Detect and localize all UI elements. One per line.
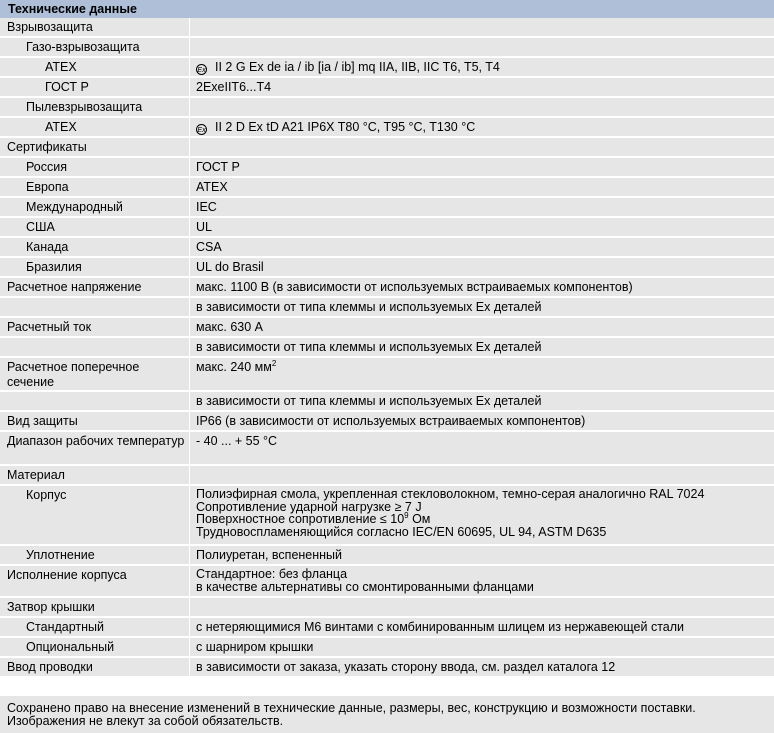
column-divider bbox=[189, 18, 190, 677]
disclaimer-line: Изображения не влекут за собой обязательств. bbox=[7, 714, 284, 728]
table-row bbox=[0, 358, 774, 392]
ex-mark-icon: Ex bbox=[196, 64, 207, 75]
disclaimer-line: Сохранено право на внесение изменений в технические данные, размеры, вес, конструкцию и возможности поставки. bbox=[7, 701, 696, 715]
row-value: ATEX bbox=[196, 180, 228, 194]
row-label: ATEX bbox=[45, 120, 77, 134]
table-row bbox=[0, 178, 774, 198]
table-row bbox=[0, 18, 774, 38]
table-row bbox=[0, 338, 774, 358]
housing-alternative-line: в качестве альтернативы со смонтированными фланцами bbox=[196, 579, 534, 594]
row-label: Затвор крышки bbox=[7, 600, 95, 614]
section-title: Технические данные bbox=[0, 0, 774, 18]
row-value bbox=[196, 360, 770, 375]
housing-standard-line: Стандартное: без фланца bbox=[196, 567, 348, 581]
table-row bbox=[0, 412, 774, 432]
row-value: CSA bbox=[196, 240, 222, 254]
table-row bbox=[0, 138, 774, 158]
row-value bbox=[196, 488, 770, 538]
unit-superscript: 2 bbox=[271, 358, 277, 368]
row-label: Стандартный bbox=[26, 620, 104, 634]
row-label: Бразилия bbox=[26, 260, 82, 274]
row-value: IEC bbox=[196, 200, 217, 214]
row-value: макс. 630 А bbox=[196, 320, 264, 334]
row-label: Европа bbox=[26, 180, 69, 194]
table-row bbox=[0, 432, 774, 466]
row-label: Исполнение корпуса bbox=[7, 568, 127, 582]
material-line: Полиэфирная смола, укрепленная стекловолокном, темно-серая аналогично RAL 7024 bbox=[196, 487, 705, 501]
row-label: Уплотнение bbox=[26, 548, 95, 562]
table-row bbox=[0, 278, 774, 298]
table-row bbox=[0, 392, 774, 412]
table-row bbox=[0, 58, 774, 78]
row-value bbox=[196, 60, 770, 75]
table-row bbox=[0, 218, 774, 238]
row-value: в зависимости от типа клеммы и используемых Ex деталей bbox=[196, 300, 542, 314]
row-value: в зависимости от типа клеммы и используемых Ex деталей bbox=[196, 340, 542, 354]
table-row bbox=[0, 158, 774, 178]
row-label: Диапазон рабочих температур bbox=[7, 434, 185, 448]
surface-resistance-line bbox=[196, 510, 770, 526]
table-row bbox=[0, 486, 774, 546]
exponent-superscript: 9 bbox=[404, 510, 409, 520]
row-label: ГОСТ Р bbox=[45, 80, 89, 94]
row-value: с нетеряющимися М6 винтами с комбинированным шлицем из нержавеющей стали bbox=[196, 620, 685, 634]
row-value: Полиуретан, вспененный bbox=[196, 548, 343, 562]
row-label: Газо-взрывозащита bbox=[26, 40, 140, 54]
row-label: Опциональный bbox=[26, 640, 115, 654]
table-row bbox=[0, 318, 774, 338]
row-label: Расчетное поперечное сечение bbox=[7, 360, 140, 389]
row-label: Корпус bbox=[26, 488, 67, 502]
atex-gas-marking: II 2 G Ex de ia / ib [ia / ib] mq IIA, IIB, IIC T6, T5, T4 bbox=[215, 60, 500, 74]
disclaimer-footer bbox=[0, 696, 774, 733]
table-row bbox=[0, 298, 774, 318]
surface-resistance-text: Поверхностное сопротивление ≤ 10 bbox=[196, 512, 405, 526]
row-value: с шарниром крышки bbox=[196, 640, 314, 654]
table-row bbox=[0, 78, 774, 98]
row-label: США bbox=[26, 220, 55, 234]
table-row bbox=[0, 466, 774, 486]
row-value: макс. 1100 В (в зависимости от используемых встраиваемых компонентов) bbox=[196, 280, 633, 294]
table-row bbox=[0, 258, 774, 278]
row-value: - 40 ... + 55 °C bbox=[196, 434, 278, 448]
table-row bbox=[0, 118, 774, 138]
row-label: ATEX bbox=[45, 60, 77, 74]
table-row bbox=[0, 38, 774, 58]
ex-mark-icon: Ex bbox=[196, 124, 207, 135]
table-row bbox=[0, 238, 774, 258]
row-value: UL do Brasil bbox=[196, 260, 264, 274]
row-label: Вид защиты bbox=[7, 414, 78, 428]
table-row bbox=[0, 598, 774, 618]
row-label: Расчетный ток bbox=[7, 320, 92, 334]
row-label: Ввод проводки bbox=[7, 660, 93, 674]
table-row bbox=[0, 98, 774, 118]
row-label: Канада bbox=[26, 240, 69, 254]
flammability-line: Трудновоспламеняющийся согласно IEC/EN 60695, UL 94, ASTM D635 bbox=[196, 524, 607, 539]
row-label: Пылевзрывозащита bbox=[26, 100, 143, 114]
row-value: IP66 (в зависимости от используемых встраиваемых компонентов) bbox=[196, 414, 586, 428]
row-value: ГОСТ Р bbox=[196, 160, 240, 174]
cross-section-value: макс. 240 мм bbox=[196, 360, 272, 374]
row-value: UL bbox=[196, 220, 212, 234]
table-row bbox=[0, 198, 774, 218]
row-value bbox=[196, 568, 770, 593]
row-value: в зависимости от заказа, указать сторону ввода, см. раздел каталога 12 bbox=[196, 660, 616, 674]
row-label: Международный bbox=[26, 200, 123, 214]
table-row bbox=[0, 638, 774, 658]
row-value: в зависимости от типа клеммы и используемых Ex деталей bbox=[196, 394, 542, 408]
table-row bbox=[0, 658, 774, 678]
table-row bbox=[0, 566, 774, 598]
row-label: Расчетное напряжение bbox=[7, 280, 142, 294]
row-value bbox=[196, 120, 770, 135]
table-row bbox=[0, 618, 774, 638]
table-row bbox=[0, 546, 774, 566]
row-label: Россия bbox=[26, 160, 67, 174]
row-label: Сертификаты bbox=[7, 140, 87, 154]
row-value: 2ExeIIT6...T4 bbox=[196, 80, 272, 94]
surface-resistance-unit: Ом bbox=[408, 512, 431, 526]
row-label: Взрывозащита bbox=[7, 20, 93, 34]
row-label: Материал bbox=[7, 468, 65, 482]
atex-dust-marking: II 2 D Ex tD A21 IP6X T80 °C, T95 °C, T130 °C bbox=[215, 120, 476, 134]
impact-resistance-line: Сопротивление ударной нагрузке ≥ 7 J bbox=[196, 499, 422, 514]
